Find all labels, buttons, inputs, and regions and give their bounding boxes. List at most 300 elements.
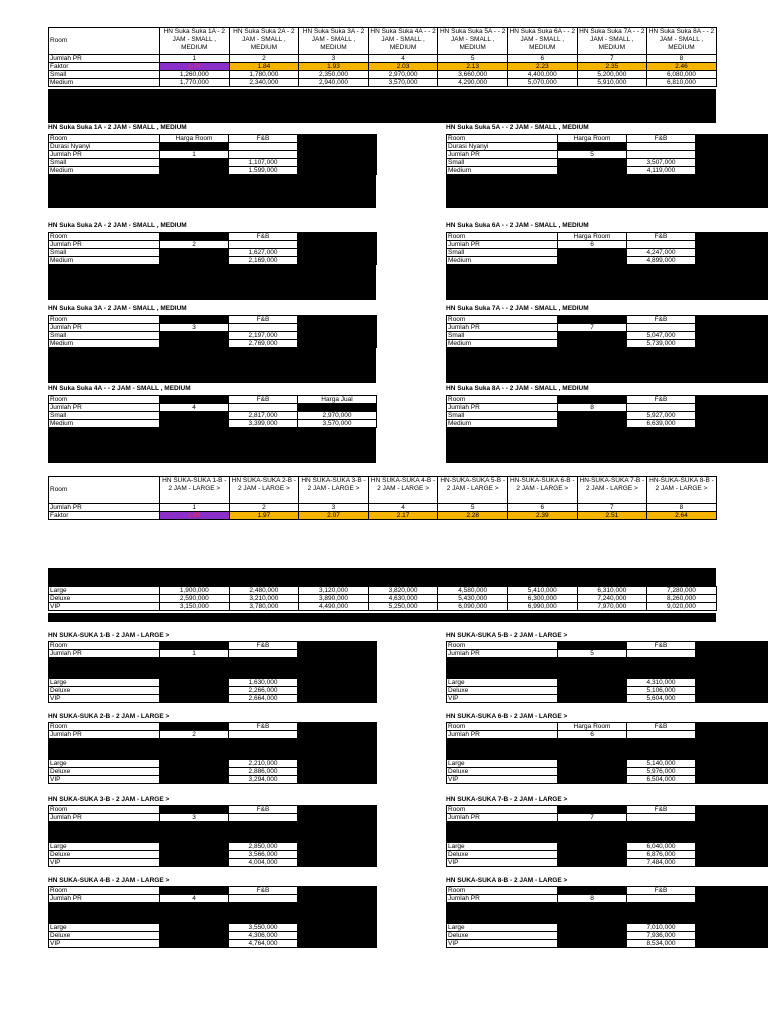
section-title: HN SUKA-SUKA 2-B - 2 JAM - LARGE > — [48, 713, 170, 720]
cell — [558, 316, 627, 324]
cell: 2,350,000 — [299, 71, 369, 79]
table-row — [49, 642, 377, 650]
cell: Medium — [49, 420, 160, 428]
cell: Large — [49, 924, 160, 932]
cell: Harga Room — [558, 723, 627, 731]
cell: 6,090,000 — [438, 603, 508, 611]
redacted-block — [446, 347, 768, 383]
table-row — [49, 679, 377, 687]
table-row — [49, 587, 717, 595]
redacted-block — [446, 174, 768, 208]
cell: Large — [447, 760, 558, 768]
table-row — [49, 932, 377, 940]
cell: Room — [447, 135, 558, 143]
cell: F&B — [229, 806, 298, 814]
cell: 4,290,000 — [438, 79, 508, 87]
cell: 7,936,000 — [627, 932, 696, 940]
cell: 3 — [299, 504, 369, 512]
cell — [229, 324, 298, 332]
cell: 4,400,000 — [507, 71, 577, 79]
cell — [160, 851, 229, 859]
cell: 8,534,000 — [627, 940, 696, 948]
section-title: HN SUKA-SUKA 8-B - 2 JAM - LARGE > — [446, 877, 568, 884]
cell — [298, 843, 377, 851]
table-row — [447, 679, 768, 687]
table-row — [447, 723, 768, 731]
redacted-block — [446, 427, 768, 463]
cell — [298, 895, 377, 903]
cell: VIP — [49, 859, 160, 867]
cell: VIP — [447, 695, 558, 703]
cell: Harga Room — [558, 233, 627, 241]
redacted-block — [447, 739, 768, 760]
table-row — [49, 822, 377, 843]
cell — [558, 679, 627, 687]
cell: Room — [49, 887, 160, 895]
cell: 5,070,000 — [507, 79, 577, 87]
table-row — [447, 233, 768, 241]
cell: Jumlah PR — [49, 814, 160, 822]
cell: 6,080,000 — [647, 71, 717, 79]
cell: 2.07 — [299, 512, 369, 520]
cell: Small — [49, 332, 160, 340]
cell — [696, 723, 768, 731]
cell: Jumlah PR — [447, 241, 558, 249]
cell: VIP — [447, 776, 558, 784]
breakdown-table — [48, 134, 377, 175]
redacted-block — [48, 613, 716, 622]
cell: 3,507,000 — [627, 159, 696, 167]
redacted-block — [447, 658, 768, 679]
column-header: HN SUKA-SUKA 2-B - 2 JAM - LARGE > — [229, 477, 299, 504]
cell: F&B — [627, 396, 696, 404]
cell: F&B — [627, 316, 696, 324]
cell: Large — [447, 843, 558, 851]
table-row — [49, 512, 717, 520]
redacted-block — [48, 89, 716, 123]
cell — [160, 776, 229, 784]
table-row — [49, 760, 377, 768]
cell: 2.0 — [160, 143, 229, 151]
cell: 7,240,000 — [577, 595, 647, 603]
column-header: HN Suka Suka 8A - - 2 JAM - SMALL , MEDIUM — [647, 28, 717, 55]
cell: 2.28 — [438, 512, 508, 520]
cell — [627, 143, 696, 151]
cell: 2 — [229, 504, 299, 512]
cell — [558, 932, 627, 940]
cell: 2.23 — [507, 63, 577, 71]
table-row — [49, 332, 377, 340]
table-row — [49, 739, 377, 760]
cell: Room — [49, 396, 160, 404]
cell — [229, 404, 298, 412]
cell: Large — [447, 679, 558, 687]
cell — [627, 324, 696, 332]
redacted-block — [49, 822, 377, 843]
cell — [696, 396, 768, 404]
cell — [229, 241, 298, 249]
cell: F&B — [229, 233, 298, 241]
cell — [558, 768, 627, 776]
section-title: HN SUKA-SUKA 7-B - 2 JAM - LARGE > — [446, 796, 568, 803]
cell — [558, 806, 627, 814]
table-row — [447, 843, 768, 851]
table-row — [49, 151, 377, 159]
column-header: HN Suka Suka 6A - - 2 JAM - SMALL , MEDIUM — [507, 28, 577, 55]
cell — [627, 650, 696, 658]
cell — [627, 814, 696, 822]
row-label: Faktor — [49, 512, 160, 520]
section-title: HN SUKA-SUKA 1-B - 2 JAM - LARGE > — [48, 632, 170, 639]
cell: 7,970,000 — [577, 603, 647, 611]
cell: Room — [49, 642, 160, 650]
table-row — [49, 396, 377, 404]
table-row — [49, 241, 377, 249]
cell — [627, 404, 696, 412]
cell — [298, 679, 377, 687]
redacted-block — [48, 174, 376, 208]
table-row — [447, 396, 768, 404]
table-row — [447, 924, 768, 932]
cell: Room — [49, 233, 160, 241]
redacted-block — [447, 903, 768, 924]
cell: 1 — [160, 650, 229, 658]
table-row — [49, 412, 377, 420]
cell — [696, 332, 768, 340]
cell — [298, 695, 377, 703]
table-row — [447, 940, 768, 948]
cell: Small — [49, 159, 160, 167]
table-row — [49, 658, 377, 679]
cell: Small — [447, 249, 558, 257]
cell: 9,020,000 — [647, 603, 717, 611]
cell: 7 — [577, 55, 647, 63]
cell: 2.17 — [368, 512, 438, 520]
table-row — [49, 806, 377, 814]
cell: 6 — [558, 241, 627, 249]
cell: VIP — [49, 776, 160, 784]
cell — [558, 159, 627, 167]
cell: 4,119,000 — [627, 167, 696, 175]
row-label: Faktor — [49, 63, 160, 71]
table-row — [49, 723, 377, 731]
table-row — [49, 851, 377, 859]
column-header: HN SUKA-SUKA 1-B - 2 JAM - LARGE > — [160, 477, 230, 504]
cell: Room — [447, 642, 558, 650]
cell — [160, 806, 229, 814]
cell: Deluxe — [49, 851, 160, 859]
cell: Room — [447, 806, 558, 814]
cell: 6,990,000 — [507, 603, 577, 611]
cell: Medium — [447, 420, 558, 428]
table-row — [447, 316, 768, 324]
table-row — [49, 650, 377, 658]
cell: 4,899,000 — [627, 257, 696, 265]
table-row — [49, 233, 377, 241]
cell — [298, 723, 377, 731]
cell: 4,630,000 — [368, 595, 438, 603]
cell: 2.46 — [647, 63, 717, 71]
cell: F&B — [627, 806, 696, 814]
large-price-table — [48, 586, 717, 611]
cell — [696, 695, 768, 703]
cell — [696, 159, 768, 167]
cell — [298, 135, 377, 143]
cell — [160, 932, 229, 940]
cell: Jumlah PR — [447, 151, 558, 159]
section-title: HN SUKA-SUKA 4-B - 2 JAM - LARGE > — [48, 877, 170, 884]
breakdown-table — [446, 232, 768, 265]
cell: 7,484,000 — [627, 859, 696, 867]
cell — [696, 895, 768, 903]
row-label: Jumlah PR — [49, 504, 160, 512]
cell: Deluxe — [49, 768, 160, 776]
cell — [558, 843, 627, 851]
cell: 4 — [368, 55, 438, 63]
table-row — [49, 159, 377, 167]
table-row — [447, 658, 768, 679]
cell: Jumlah PR — [447, 650, 558, 658]
cell — [160, 924, 229, 932]
breakdown-table — [48, 232, 377, 265]
cell: 7 — [577, 504, 647, 512]
cell — [696, 324, 768, 332]
cell — [160, 233, 229, 241]
cell — [160, 316, 229, 324]
breakdown-table — [446, 886, 768, 948]
table-row — [447, 903, 768, 924]
cell — [160, 859, 229, 867]
cell — [696, 932, 768, 940]
cell — [696, 731, 768, 739]
cell: 1.74 — [160, 63, 230, 71]
cell — [298, 924, 377, 932]
cell: 7 — [558, 324, 627, 332]
cell: 1.88 — [160, 512, 230, 520]
redacted-block — [48, 568, 716, 586]
cell — [696, 151, 768, 159]
cell: 5,976,000 — [627, 768, 696, 776]
cell: Room — [447, 233, 558, 241]
section-title: HN Suka Suka 1A - 2 JAM - SMALL , MEDIUM — [48, 124, 187, 131]
cell — [298, 650, 377, 658]
cell: Large — [49, 843, 160, 851]
cell: 5,410,000 — [507, 587, 577, 595]
cell — [298, 151, 377, 159]
cell — [696, 404, 768, 412]
cell — [298, 806, 377, 814]
cell — [696, 316, 768, 324]
cell — [558, 396, 627, 404]
cell: Jumlah PR — [447, 731, 558, 739]
table-row — [49, 695, 377, 703]
cell — [160, 412, 229, 420]
redacted-block — [48, 427, 376, 463]
cell: Harga Room — [160, 135, 229, 143]
cell: F&B — [229, 316, 298, 324]
table-row — [49, 603, 717, 611]
cell: Jumlah PR — [49, 731, 160, 739]
table-row — [447, 814, 768, 822]
cell — [160, 396, 229, 404]
table-row — [447, 642, 768, 650]
cell: 4,004,000 — [229, 859, 298, 867]
table-row — [49, 595, 717, 603]
table-row — [447, 731, 768, 739]
cell — [298, 776, 377, 784]
cell: 4 — [368, 504, 438, 512]
cell — [160, 887, 229, 895]
table-row — [447, 739, 768, 760]
cell — [696, 851, 768, 859]
cell: Medium — [447, 257, 558, 265]
cell — [627, 241, 696, 249]
section-title: HN Suka Suka 7A - - 2 JAM - SMALL , MEDIUM — [446, 305, 589, 312]
cell — [696, 843, 768, 851]
column-header: HN Suka Suka 4A - - 2 JAM - SMALL , MEDIUM — [368, 28, 438, 55]
cell: Jumlah PR — [49, 151, 160, 159]
cell: Deluxe — [447, 851, 558, 859]
row-label: VIP — [49, 603, 160, 611]
table-row — [49, 887, 377, 895]
cell: 2,817,000 — [229, 412, 298, 420]
row-label: Medium — [49, 79, 160, 87]
table-row — [447, 806, 768, 814]
section-title: HN Suka Suka 2A - 2 JAM - SMALL , MEDIUM — [48, 222, 187, 229]
cell — [298, 159, 377, 167]
cell: Room — [447, 723, 558, 731]
table-row — [49, 324, 377, 332]
table-row — [49, 71, 717, 79]
cell — [696, 924, 768, 932]
column-header: HN-SUKA-SUKA 5-B - 2 JAM - LARGE > — [438, 477, 508, 504]
cell: 4 — [160, 895, 229, 903]
cell — [627, 895, 696, 903]
cell: Deluxe — [49, 687, 160, 695]
table-row — [49, 135, 377, 143]
cell: 2,266,000 — [229, 687, 298, 695]
cell: 4,490,000 — [299, 603, 369, 611]
cell: 5,047,000 — [627, 332, 696, 340]
cell: 3,570,000 — [298, 420, 377, 428]
cell: 5 — [438, 55, 508, 63]
cell: Deluxe — [447, 932, 558, 940]
table-row — [447, 159, 768, 167]
cell: 5,106,000 — [627, 687, 696, 695]
cell — [298, 887, 377, 895]
cell — [558, 249, 627, 257]
cell — [298, 249, 377, 257]
cell: 5 — [558, 650, 627, 658]
section-title: HN SUKA-SUKA 6-B - 2 JAM - LARGE > — [446, 713, 568, 720]
cell — [298, 642, 377, 650]
cell: VIP — [447, 940, 558, 948]
cell — [558, 859, 627, 867]
breakdown-table — [446, 315, 768, 348]
cell: 3,570,000 — [368, 79, 438, 87]
row-label: Deluxe — [49, 595, 160, 603]
column-header: HN Suka Suka 7A - - 2 JAM - SMALL , MEDIUM — [577, 28, 647, 55]
table-row — [447, 135, 768, 143]
cell — [160, 687, 229, 695]
cell — [229, 143, 298, 151]
cell: 5,250,000 — [368, 603, 438, 611]
table-row — [447, 887, 768, 895]
breakdown-table — [48, 641, 377, 703]
cell: 3,399,000 — [229, 420, 298, 428]
cell: 4,247,000 — [627, 249, 696, 257]
cell: F&B — [229, 642, 298, 650]
section-title: HN SUKA-SUKA 3-B - 2 JAM - LARGE > — [48, 796, 170, 803]
cell — [696, 233, 768, 241]
row-label: Large — [49, 587, 160, 595]
cell: 3,150,000 — [160, 603, 230, 611]
redacted-block — [447, 822, 768, 843]
cell: Small — [447, 412, 558, 420]
table-row — [447, 895, 768, 903]
table-row — [49, 731, 377, 739]
cell: Deluxe — [447, 687, 558, 695]
cell — [696, 806, 768, 814]
breakdown-table — [48, 395, 377, 428]
table-row — [49, 404, 377, 412]
cell: Large — [447, 924, 558, 932]
breakdown-table — [48, 315, 377, 348]
cell — [298, 760, 377, 768]
cell — [558, 924, 627, 932]
cell — [298, 404, 377, 412]
cell: 1,627,000 — [229, 249, 298, 257]
cell: Jumlah PR — [49, 324, 160, 332]
table-row — [447, 249, 768, 257]
table-row — [447, 695, 768, 703]
cell — [696, 412, 768, 420]
cell: Harga Jual — [298, 396, 377, 404]
cell — [558, 695, 627, 703]
cell: Room — [447, 316, 558, 324]
section-title: HN Suka Suka 5A - - 2 JAM - SMALL , MEDIUM — [446, 124, 589, 131]
cell: 6,876,000 — [627, 851, 696, 859]
cell — [298, 316, 377, 324]
cell: Room — [49, 723, 160, 731]
cell — [558, 642, 627, 650]
cell: F&B — [229, 135, 298, 143]
cell: 2.51 — [577, 512, 647, 520]
cell — [558, 332, 627, 340]
cell: 2,664,000 — [229, 695, 298, 703]
cell — [229, 814, 298, 822]
cell: 1,770,000 — [160, 79, 230, 87]
cell — [160, 723, 229, 731]
column-header: HN-SUKA-SUKA 7-B - 2 JAM - LARGE > — [577, 477, 647, 504]
cell: 5,200,000 — [577, 71, 647, 79]
cell: 1.93 — [299, 63, 369, 71]
table-row — [49, 843, 377, 851]
cell: 4,580,000 — [438, 587, 508, 595]
table-row — [447, 404, 768, 412]
cell: 4,306,000 — [229, 932, 298, 940]
cell — [696, 687, 768, 695]
cell: 2.39 — [507, 512, 577, 520]
cell: 4,764,000 — [229, 940, 298, 948]
cell: 6,300,000 — [507, 595, 577, 603]
cell: Deluxe — [49, 932, 160, 940]
room-header: Room — [49, 477, 160, 504]
cell: Small — [49, 249, 160, 257]
cell — [558, 760, 627, 768]
cell — [298, 851, 377, 859]
cell: VIP — [447, 859, 558, 867]
